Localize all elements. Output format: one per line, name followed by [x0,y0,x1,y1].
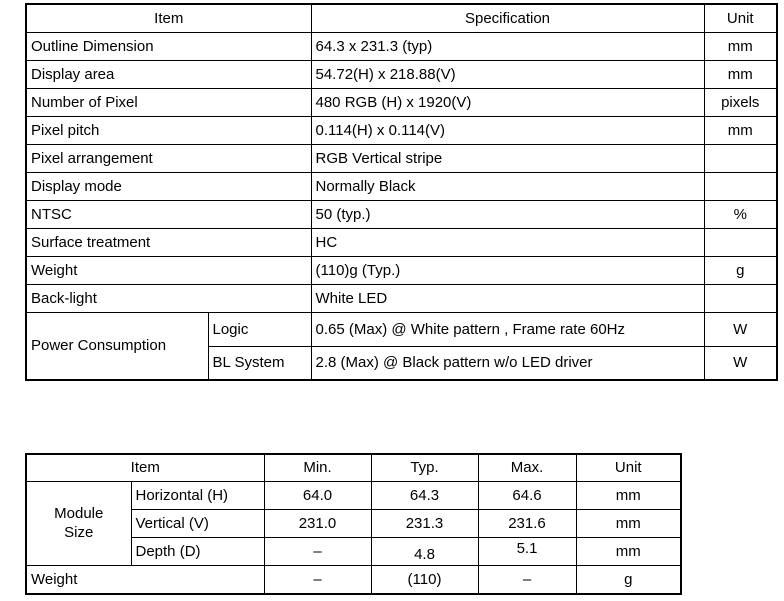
unit-cell: mm [704,116,777,144]
dim-header-max: Max. [478,454,576,481]
item-cell: Pixel arrangement [26,144,311,172]
item-cell: Weight [26,256,311,284]
item-cell: Pixel pitch [26,116,311,144]
typ-cell: (110) [371,565,478,594]
table-row-display-mode [26,172,777,200]
spec-cell: HC [311,228,704,256]
unit-cell: mm [576,509,681,537]
unit-cell: pixels [704,88,777,116]
dim-item-cell: Vertical (V) [131,509,264,537]
unit-cell: g [704,256,777,284]
max-cell: 64.6 [478,481,576,509]
item-cell: Surface treatment [26,228,311,256]
spec-cell: 64.3 x 231.3 (typ) [311,32,704,60]
module-size-label: Module Size [54,505,104,541]
typ-cell: 231.3 [371,509,478,537]
unit-cell: W [704,346,777,380]
unit-cell [704,284,777,312]
item-cell: Display area [26,60,311,88]
min-cell: 64.0 [264,481,371,509]
spec-header-unit: Unit [704,4,777,32]
dim-header-typ: Typ. [371,454,478,481]
spec-table-header-row [26,4,777,32]
table-row-pixel-arrangement [26,144,777,172]
unit-cell: % [704,200,777,228]
dim-header-unit: Unit [576,454,681,481]
table-row-number-of-pixel [26,88,777,116]
dim-header-item: Item [26,454,264,481]
unit-cell [704,144,777,172]
spec-cell: 0.65 (Max) @ White pattern , Frame rate 60Hz [311,312,704,346]
spec-cell: RGB Vertical stripe [311,144,704,172]
item-cell: NTSC [26,200,311,228]
table-row-horizontal [26,481,681,509]
table-row-display-area [26,60,777,88]
min-cell: – [264,565,371,594]
spec-cell: Normally Black [311,172,704,200]
min-cell: – [264,537,371,565]
unit-cell [704,228,777,256]
dim-table-header-row [26,454,681,481]
max-cell: 231.6 [478,509,576,537]
typ-cell: 4.8 [371,537,478,565]
spec-cell: 0.114(H) x 0.114(V) [311,116,704,144]
table-row-pixel-pitch [26,116,777,144]
unit-cell [704,172,777,200]
spec-cell: 50 (typ.) [311,200,704,228]
table-row-module-weight [26,565,681,594]
item-cell: Outline Dimension [26,32,311,60]
spec-cell: 54.72(H) x 218.88(V) [311,60,704,88]
table-row-back-light [26,284,777,312]
general-spec-table [25,3,778,381]
power-sub-item-cell: Logic [208,312,311,346]
dim-item-cell: Weight [26,565,264,594]
min-cell: 231.0 [264,509,371,537]
table-row-weight [26,256,777,284]
unit-cell: mm [576,537,681,565]
max-cell: 5.1 [478,537,576,565]
dim-header-min: Min. [264,454,371,481]
table-row-outline-dimension [26,32,777,60]
unit-cell: g [576,565,681,594]
table-row-ntsc [26,200,777,228]
table-row-power-consumption-logic [26,312,777,346]
spec-cell: White LED [311,284,704,312]
table-row-surface-treatment [26,228,777,256]
spec-header-specification: Specification [311,4,704,32]
unit-cell: W [704,312,777,346]
power-consumption-label-cell: Power Consumption [26,312,208,380]
typ-cell: 64.3 [371,481,478,509]
dim-item-cell: Depth (D) [131,537,264,565]
spec-cell: (110)g (Typ.) [311,256,704,284]
spec-header-item: Item [26,4,311,32]
spec-cell: 480 RGB (H) x 1920(V) [311,88,704,116]
power-sub-item-cell: BL System [208,346,311,380]
unit-cell: mm [576,481,681,509]
unit-cell: mm [704,60,777,88]
module-size-table [25,453,682,595]
item-cell: Back-light [26,284,311,312]
item-cell: Display mode [26,172,311,200]
max-cell: – [478,565,576,594]
spec-cell: 2.8 (Max) @ Black pattern w/o LED driver [311,346,704,380]
dim-item-cell: Horizontal (H) [131,481,264,509]
unit-cell: mm [704,32,777,60]
item-cell: Number of Pixel [26,88,311,116]
module-size-label-cell [26,481,131,565]
